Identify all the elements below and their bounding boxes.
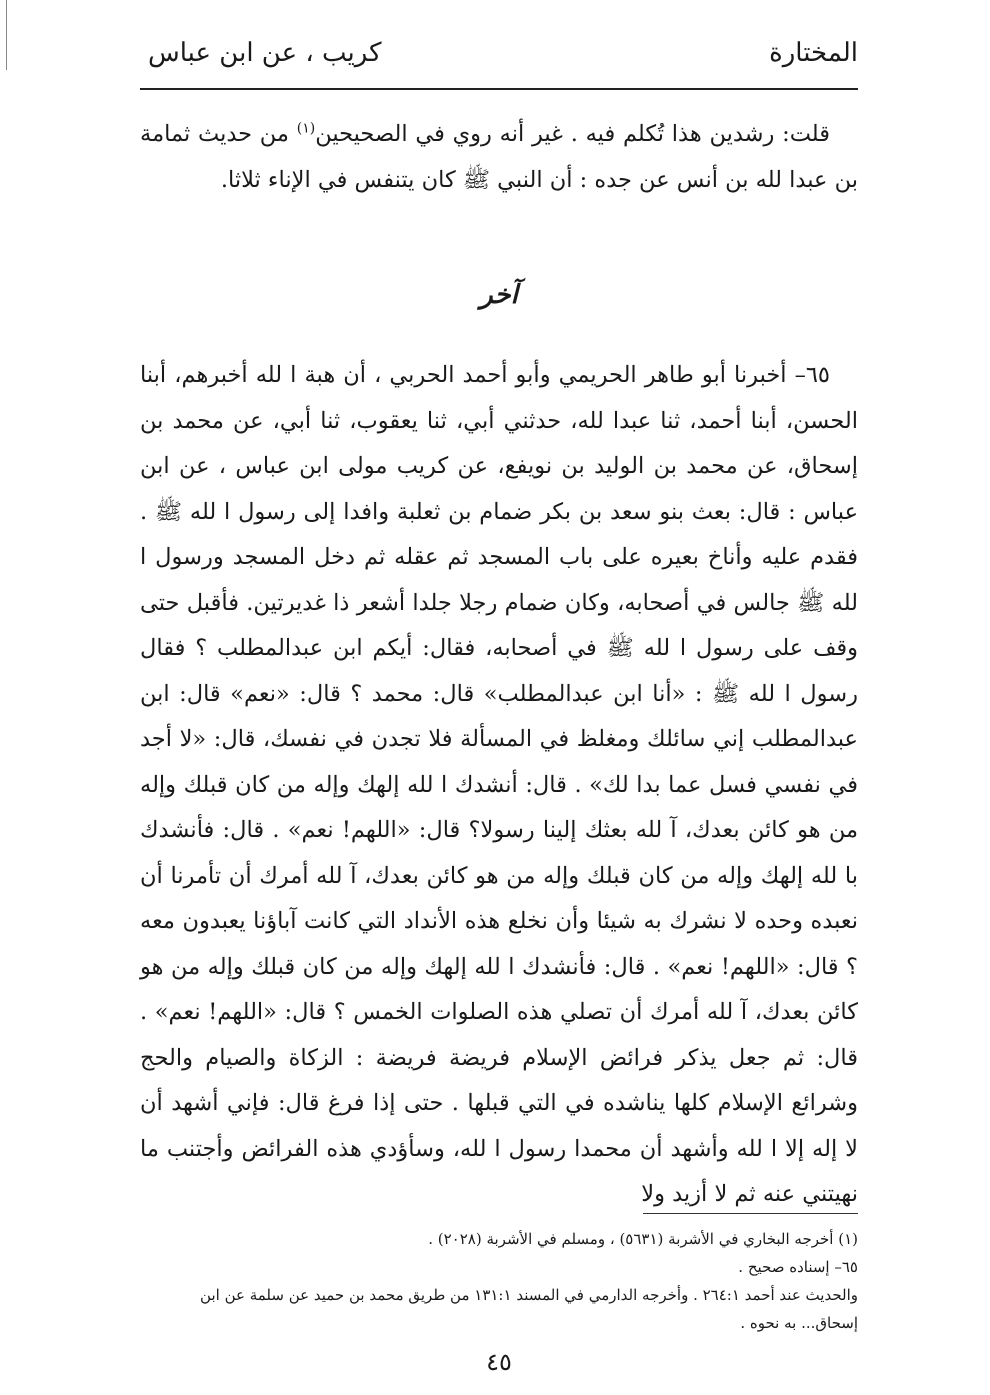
intro-paragraph <box>140 112 858 203</box>
chapter-title: كريب ، عن ابن عباس <box>148 38 382 68</box>
footnote-1: (١) أخرجه البخاري في الأشربة (٥٦٣١) ، ومسلم في الأشربة (٢٠٢٨) . <box>428 1230 858 1248</box>
book-title: المختارة <box>769 38 858 68</box>
hadith-paragraph <box>140 353 858 1218</box>
intro-text-part1: قلت: رشدين هذا تُكلم فيه . غير أنه روي في الصحيحين <box>315 121 831 147</box>
footnote-3: والحديث عند أحمد ٢٦٤:١ . وأخرجه الدارمي في المسند ١٣١:١ من طريق محمد بن حميد عن سلمة عن ابن إسحاق... به نحوه . <box>200 1286 858 1332</box>
page-edge-line <box>6 0 7 70</box>
footnote-2: ٦٥– إسناده صحيح . <box>738 1258 858 1276</box>
intro-text-part2: من حديث ثمامة بن عبدا لله بن أنس عن جده : أن النبي ﷺ كان يتنفس في الإناء ثلاثا. <box>140 121 858 193</box>
footnote-rule <box>643 1213 858 1214</box>
footnotes <box>140 1225 858 1337</box>
running-header <box>140 30 858 80</box>
section-title: آخر <box>480 280 518 310</box>
page-number: ٤٥ <box>486 1348 512 1376</box>
footnote-marker: (١) <box>296 120 316 137</box>
book-page <box>140 30 859 1376</box>
hadith-text: ٦٥– أخبرنا أبو طاهر الحريمي وأبو أحمد الحربي ، أن هبة ا لله أخبرهم، أبنا الحسن، أبنا أحمد، ثنا عبدا لله، حدثني أبي، ثنا يعقوب، ثنا أبي، عن محمد بن إسحاق، عن محمد بن الوليد بن نويفع، عن كريب مولى ابن عباس ، عن ابن عباس : قال: بعث بنو سعد بن بكر ضمام بن ثعلبة وافدا إلى رسول ا لله ﷺ . فقدم عليه وأناخ بعيره على باب المسجد ثم عقله ثم دخل المسجد ورسول ا لله ﷺ جالس في أصحابه، وكان ضمام رجلا جلدا أشعر ذا غديرتين. فأقبل حتى وقف على رسول ا لله ﷺ في أصحابه، فقال: أيكم ابن عبدالمطلب ؟ فقال رسول ا لله ﷺ : «أنا ابن عبدالمطلب» قال: محمد ؟ قال: «نعم» قال: ابن عبدالمطلب إني سائلك ومغلظ في المسألة فلا تجدن في نفسك، قال: «لا أجد في نفسي فسل عما بدا لك» . قال: أنشدك ا لله إلهك وإله من كان قبلك وإله من هو كائن بعدك، آ لله بعثك إلينا رسولا؟ قال: «اللهم! نعم» . قال: فأنشدك با لله إلهك وإله من كان قبلك وإله من هو كائن بعدك، آ لله أمرك أن تأمرنا أن نعبده وحده لا نشرك به شيئا وأن نخلع هذه الأنداد التي كانت آباؤنا يعبدون معه ؟ قال: «اللهم! نعم» . قال: فأنشدك ا لله إلهك وإله من كان قبلك وإله من هو كائن بعدك، آ لله أمرك أن تصلي هذه الصلوات الخمس ؟ قال: «اللهم! نعم» . قال: ثم جعل يذكر فرائض الإسلام فريضة فريضة : الزكاة والصيام والحج وشرائع الإسلام كلها يناشده في التي قبلها . حتى إذا فرغ قال: فإني أشهد أن لا إله إلا ا لله وأشهد أن محمدا رسول ا لله، وسأؤدي هذه الفرائض وأجتنب ما نهيتني عنه ثم لا أزيد ولا <box>140 362 859 1207</box>
header-rule <box>140 88 858 90</box>
